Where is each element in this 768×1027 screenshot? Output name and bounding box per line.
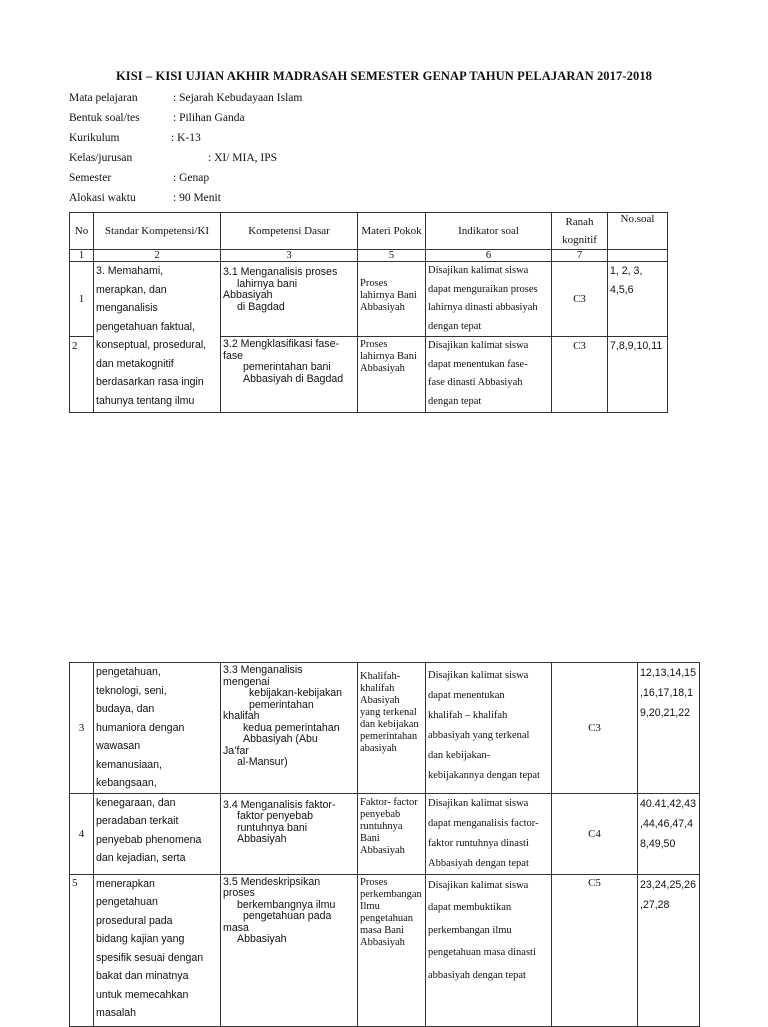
sk-line: menerapkan [96,877,155,890]
indikator-line: abbasiyah dengan tepat [428,969,526,981]
indikator-cell [426,793,552,874]
meta-label: Kurikulum [69,132,120,144]
table-row [70,663,700,794]
kisi-table-2 [69,662,700,1027]
kompetensi-dasar-cell [221,874,358,1026]
materi-line: perkembangan [360,888,422,900]
standar-kompetensi-cell [94,874,221,1026]
kd-line: 3.4 Menganalisis faktor- [223,798,336,811]
indikator-cell [426,337,552,413]
sk-line: tahunya tentang ilmu [96,394,195,407]
document-title: KISI – KISI UJIAN AKHIR MADRASAH SEMESTER GENAP TAHUN PELAJARAN 2017-2018 [115,69,653,83]
ranah-kognitif-cell: C5 [552,874,638,1026]
materi-line: pengetahuan [360,912,414,924]
nosoal-line: 1, 2, 3, [610,265,643,277]
materi-line: Abbasiyah [360,302,405,313]
sk-line: budaya, dan [96,703,155,715]
sk-line: spesifik sesuai dengan [96,951,204,964]
kompetensi-dasar-cell [221,262,358,337]
header-number-row [70,250,668,262]
nosoal-line: 4,5,6 [610,283,634,296]
sk-line: teknologi, seni, [96,684,167,697]
materi-line: Abbasiyah [360,936,405,948]
nosoal-line: 9,20,21,22 [640,707,691,719]
indikator-cell [426,874,552,1026]
standar-kompetensi-cell [94,262,221,413]
kd-line: kebijakan-kebijakan [249,687,343,699]
sk-line: prosedural pada [96,914,173,927]
materi-pokok-cell [358,262,426,337]
sk-line: kemanusiaan, [96,758,162,771]
kisi-table-1 [69,212,668,413]
materi-line: Proses [360,339,388,350]
kd-line: berkembangnya ilmu [237,898,336,911]
indikator-line: khalifah – khalifah [428,710,508,721]
sk-line: untuk memecahkan [96,988,189,1001]
indikator-line: dan kebijakan- [428,750,491,761]
indikator-line: perkembangan ilmu [428,924,512,936]
header-materi-pokok: Materi Pokok [358,213,426,250]
nosoal-line: 40.41,42,43 [640,797,696,810]
header-number: 6 [426,250,552,262]
ranah-kognitif-cell: C3 [552,262,608,337]
table-row [70,874,700,1026]
sk-line: bakat dan minatnya [96,970,189,982]
header-no: No [70,213,94,250]
indikator-line: Disajikan kalimat siswa [428,879,529,891]
materi-line: Proses [360,278,388,289]
header-number: 3 [221,250,358,262]
nosoal-line: ,27,28 [640,898,670,911]
ranah-kognitif-cell: C4 [552,793,638,874]
sk-line: masalah [96,1007,137,1019]
kd-line: 3.5 Mendeskripsikan [223,875,321,888]
nosoal-line: ,16,17,18,1 [640,687,694,699]
header-kompetensi-dasar: Kompetensi Dasar [221,213,358,250]
sk-line: kebangsaan, [96,777,157,789]
ranah-kognitif-cell: C3 [552,663,638,794]
materi-line: Ilmu [360,900,380,912]
indikator-line: abbasiyah yang terkenal [428,730,530,741]
kd-line: Abbasiyah di Bagdad [243,372,344,385]
kd-line: khalifah [223,710,260,722]
indikator-line: lahirnya dinasti abbasiyah [428,302,538,313]
indikator-line: fase dinasti Abbasiyah [428,377,523,388]
no-soal-cell [638,663,700,794]
meta-value: : Genap [173,172,210,184]
row-number: 2 [70,337,94,413]
kd-line: pemerintahan bani [243,361,331,373]
row-number: 1 [70,262,94,337]
materi-line: Khalifah- [360,671,401,682]
sk-line: pengetahuan, [96,666,161,678]
kd-line: Abbasiyah (Abu [243,733,318,745]
nosoal-line: 7,8,9,10,11 [610,340,663,352]
sk-line: peradaban terkait [96,815,179,827]
header-number: 1 [70,250,94,262]
sk-line: humaniora dengan [96,721,185,734]
ranah-kognitif-cell: C3 [552,337,608,413]
kd-line: Abbasiyah [223,289,273,301]
row-number: 4 [70,793,94,874]
materi-line: runtuhnya [360,820,403,832]
indikator-line: dapat menguraikan proses [428,283,538,295]
kd-line: 3.1 Menganalisis proses [223,266,338,278]
kd-line: Abbasiyah [237,933,287,945]
no-soal-cell [608,262,668,337]
sk-line: wawasan [96,740,141,752]
row-number: 5 [70,874,94,1026]
indikator-cell [426,663,552,794]
indikator-line: Disajikan kalimat siswa [428,265,529,276]
kompetensi-dasar-cell [221,663,358,794]
sk-line: kenegaraan, dan [96,796,176,809]
kd-line: 3.2 Mengklasifikasi fase- [223,338,339,350]
materi-line: Abasiyah [360,695,400,706]
header-standar-kompetensi: Standar Kompetensi/KI [94,213,221,250]
kd-line: lahirnya bani [237,277,298,290]
materi-line: Abbasiyah [360,363,405,374]
materi-pokok-cell [358,337,426,413]
sk-line: pengetahuan faktual, [96,320,195,333]
sk-line: berdasarkan rasa ingin [96,376,204,388]
standar-kompetensi-cell [94,663,221,794]
kd-line: Ja’far [223,744,249,757]
materi-line: Proses [360,876,388,888]
kd-line: masa [223,921,249,934]
table-row [70,793,700,874]
kompetensi-dasar-cell [221,793,358,874]
indikator-line: kebijakannya dengan tepat [428,770,540,781]
meta-value: : 90 Menit [173,192,221,204]
sk-line: penyebab phenomena [96,833,202,846]
header-number: 5 [358,250,426,262]
indikator-cell [426,262,552,337]
meta-label: Alokasi waktu [69,192,136,204]
sk-line: dan metakognitif [96,357,174,370]
kd-line: kedua pemerintahan [243,721,340,734]
kd-line: al-Mansur) [237,756,288,768]
kd-line: proses [223,887,255,899]
kd-line: pengetahuan pada [243,910,332,922]
indikator-line: dapat menentukan fase- [428,358,528,370]
header-indikator-soal: Indikator soal [426,213,552,250]
kd-line: runtuhnya bani [237,821,308,834]
meta-label: Kelas/jurusan [69,152,133,164]
nosoal-line: 12,13,14,15 [640,667,696,679]
indikator-line: pengetahuan masa dinasti [428,947,536,958]
materi-pokok-cell [358,793,426,874]
indikator-line: dapat menentukan [428,690,505,701]
materi-line: yang terkenal [360,707,417,718]
materi-line: pemerintahan [360,731,418,742]
kd-line: pemerintahan [249,698,314,711]
indikator-line: Disajikan kalimat siswa [428,797,529,809]
no-soal-cell [608,337,668,413]
indikator-line: faktor runtuhnya dinasti [428,837,529,849]
header-number: 2 [94,250,221,262]
materi-line: Bani [360,832,380,844]
meta-label: Mata pelajaran [69,92,138,104]
sk-line: menganalisis [96,302,158,314]
no-soal-cell [638,874,700,1026]
indikator-line: Disajikan kalimat siswa [428,670,529,681]
kd-line: 3.3 Menganalisis [223,664,303,676]
kd-line: Abbasiyah [237,833,287,845]
materi-line: lahirnya Bani [360,351,417,362]
materi-line: masa Bani [360,924,405,936]
kd-line: di Bagdad [237,300,285,313]
table-row [70,262,668,337]
nosoal-line: ,44,46,47,4 [640,817,694,830]
materi-line: khalifah [360,683,395,694]
kompetensi-dasar-cell [221,337,358,413]
sk-line: pengetahuan [96,896,158,908]
indikator-line: dengan tepat [428,395,482,407]
materi-line: Faktor- factor [360,796,418,808]
header-number: 7 [552,250,608,262]
meta-label: Bentuk soal/tes [69,112,140,124]
materi-pokok-cell [358,663,426,794]
meta-value: : K-13 [171,132,201,144]
nosoal-line: 8,49,50 [640,837,676,850]
indikator-line: dengan tepat [428,320,482,332]
kd-line: fase [223,349,244,362]
sk-line: bidang kajian yang [96,933,185,945]
indikator-line: dapat membuktikan [428,902,512,913]
indikator-line: Abbasiyah dengan tepat [428,857,529,869]
meta-label: Semester [69,172,112,184]
nosoal-line: 23,24,25,26 [640,878,696,891]
no-soal-cell [638,793,700,874]
indikator-line: Disajikan kalimat siswa [428,340,529,351]
meta-value: : Pilihan Ganda [173,112,245,124]
meta-value: : Sejarah Kebudayaan Islam [173,92,303,104]
materi-line: lahirnya Bani [360,290,417,301]
header-number [608,250,668,262]
header-ranah-kognitif: Ranah kognitif [552,213,608,250]
kd-line: faktor penyebab [237,810,313,822]
header-no-soal: No.soal [608,213,668,250]
header-row [70,213,668,250]
sk-line: konseptual, prosedural, [96,339,207,351]
sk-line: merapkan, dan [96,283,167,296]
row-number: 3 [70,663,94,794]
materi-line: Abbasiyah [360,844,405,856]
sk-line: dan kejadian, serta [96,852,186,864]
sk-line: 3. Memahami, [96,265,164,277]
standar-kompetensi-cell [94,793,221,874]
materi-line: penyebab [360,808,401,820]
materi-pokok-cell [358,874,426,1026]
meta-value: : XI/ MIA, IPS [208,152,278,164]
materi-line: abasiyah [360,743,397,754]
kd-line: mengenai [223,675,270,688]
indikator-line: dapat menganalisis factor- [428,817,539,829]
materi-line: dan kebijakan [360,719,419,730]
